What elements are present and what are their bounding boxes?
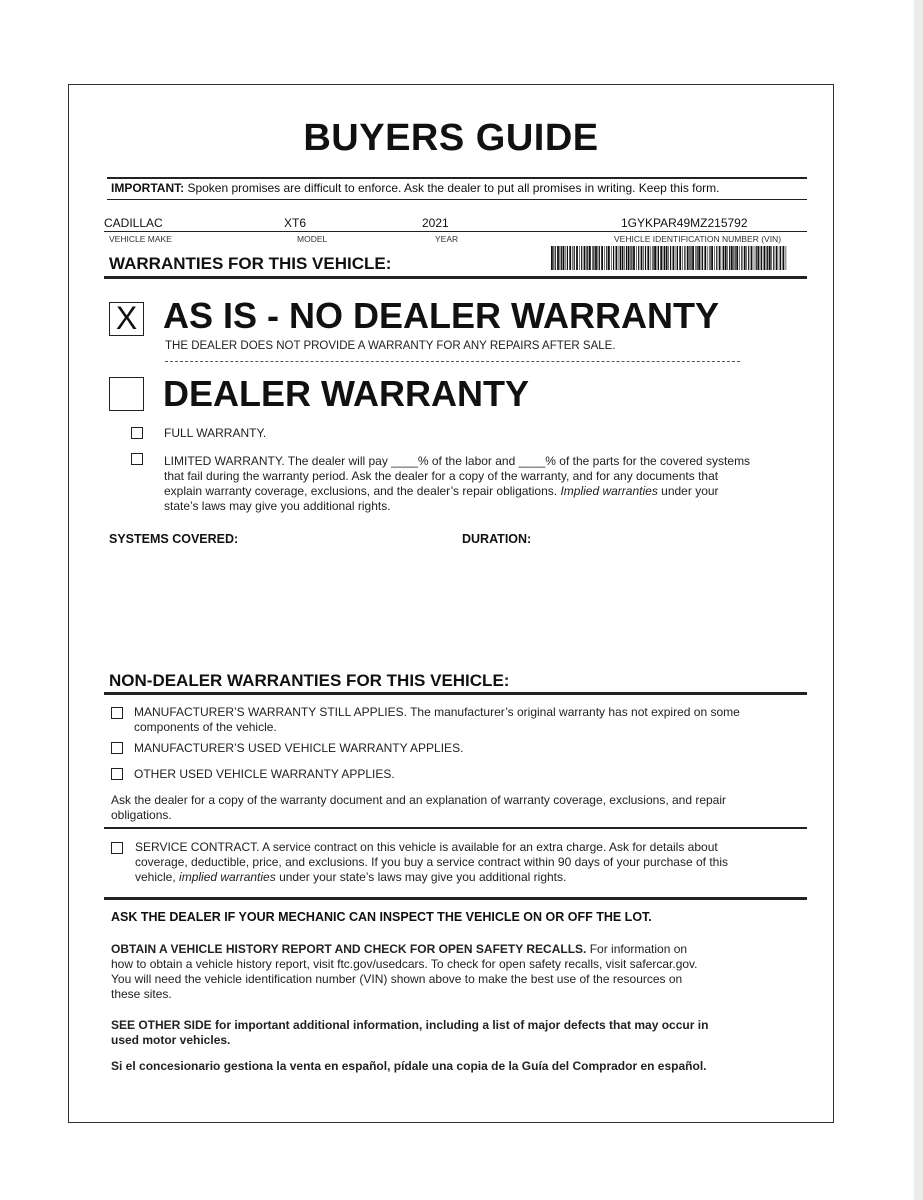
history-line (111, 942, 698, 957)
history-report-text (111, 942, 698, 1002)
barcode-bar (751, 246, 753, 270)
vehicle-make-label: VEHICLE MAKE (109, 234, 172, 244)
barcode-bar (599, 246, 600, 270)
barcode-bar (769, 246, 771, 270)
scrollbar-track[interactable] (914, 0, 923, 1200)
barcode-bar (631, 246, 632, 270)
history-bold: OBTAIN A VEHICLE HISTORY REPORT AND CHECK FOR OPEN SAFETY RECALLS. (111, 942, 587, 956)
service-contract-line (135, 870, 728, 885)
barcode-bar (754, 246, 755, 270)
as-is-subtext: THE DEALER DOES NOT PROVIDE A WARRANTY FOR ANY REPAIRS AFTER SALE. (165, 340, 616, 352)
implied-warranties-em: Implied warranties (560, 484, 658, 498)
barcode-bar (689, 246, 690, 270)
barcode-bar (641, 246, 643, 270)
barcode-bar (663, 246, 664, 270)
warranties-heading: WARRANTIES FOR THIS VEHICLE: (109, 254, 392, 273)
barcode-bar (766, 246, 767, 270)
barcode-bar (593, 246, 594, 270)
barcode-bar (757, 246, 759, 270)
barcode-bar (620, 246, 621, 270)
barcode-bar (760, 246, 761, 270)
barcode-bar (647, 246, 649, 270)
barcode-bar (676, 246, 677, 270)
barcode-bar (764, 246, 766, 270)
history-line: these sites. (111, 987, 172, 1001)
barcode-bar (613, 246, 614, 270)
service-contract-line: SERVICE CONTRACT. A service contract on this vehicle is available for an extra charge. Ask for details about (135, 840, 718, 854)
barcode-bar (557, 246, 559, 270)
barcode-bar (643, 246, 644, 270)
barcode-bar (584, 246, 586, 270)
barcode-bar (708, 246, 709, 270)
barcode-bar (682, 246, 683, 270)
mfr-warranty-line: components of the vehicle. (134, 720, 277, 734)
barcode-bar (692, 246, 694, 270)
barcode-bar (565, 246, 566, 270)
limited-warranty-line: state’s laws may give you additional rights. (164, 499, 391, 513)
barcode-bar (736, 246, 738, 270)
barcode-bar (711, 246, 713, 270)
barcode-bar (606, 246, 607, 270)
mfr-warranty-text (134, 705, 740, 735)
barcode-bar (698, 246, 700, 270)
barcode-bar (592, 246, 593, 270)
barcode-bar (651, 246, 652, 270)
buyers-guide-form (68, 84, 834, 1123)
barcode-bar (731, 246, 733, 270)
barcode-bar (652, 246, 653, 270)
vin-barcode (551, 246, 789, 270)
barcode-bar (679, 246, 681, 270)
mfr-warranty-checkbox[interactable] (111, 707, 123, 719)
service-text: vehicle, (135, 870, 180, 884)
barcode-bar (624, 246, 625, 270)
service-contract-line: coverage, deductible, price, and exclusions. If you buy a service contract within 90 days of your purchase of this (135, 855, 728, 869)
barcode-bar (598, 246, 599, 270)
divider (104, 276, 807, 279)
divider (104, 897, 807, 900)
barcode-bar (636, 246, 637, 270)
as-is-heading: AS IS - NO DEALER WARRANTY (163, 295, 720, 336)
form-title: BUYERS GUIDE (303, 117, 599, 159)
barcode-bar (553, 246, 554, 270)
barcode-bar (658, 246, 659, 270)
see-other-side-text (111, 1018, 708, 1048)
barcode-bar (576, 246, 578, 270)
barcode-bar (727, 246, 728, 270)
service-contract-checkbox[interactable] (111, 842, 123, 854)
divider (104, 827, 807, 829)
ask-dealer-text (111, 793, 726, 823)
barcode-bar (589, 246, 591, 270)
barcode-bar (555, 246, 556, 270)
other-used-warranty-checkbox[interactable] (111, 768, 123, 780)
mfr-used-warranty-label: MANUFACTURER’S USED VEHICLE WARRANTY APPLIES. (134, 741, 464, 755)
mechanic-notice: ASK THE DEALER IF YOUR MECHANIC CAN INSPECT THE VEHICLE ON OR OFF THE LOT. (111, 910, 652, 924)
barcode-bar (704, 246, 706, 270)
barcode-bar (611, 246, 612, 270)
ask-dealer-line: Ask the dealer for a copy of the warranty document and an explanation of warranty coverage, exclusions, and repair (111, 793, 727, 807)
non-dealer-heading: NON-DEALER WARRANTIES FOR THIS VEHICLE: (109, 671, 510, 690)
limited-warranty-text (164, 454, 750, 514)
limited-warranty-line: that fail during the warranty period. Ask the dealer for a copy of the warranty, and for any documents that (164, 469, 719, 483)
barcode-bar (761, 246, 762, 270)
barcode-bar (633, 246, 635, 270)
vehicle-model-value: XT6 (284, 216, 307, 230)
barcode-bar (723, 246, 724, 270)
important-text: Spoken promises are difficult to enforce. Ask the dealer to put all promises in writing. Keep this form. (187, 181, 720, 195)
barcode-bar (604, 246, 605, 270)
barcode-bar (779, 246, 780, 270)
barcode-bar (677, 246, 678, 270)
important-notice (111, 181, 720, 195)
dealer-warranty-checkbox[interactable] (109, 377, 144, 411)
limited-warranty-line: LIMITED WARRANTY. The dealer will pay ____% of the labor and ____% of the parts for the covered systems (164, 454, 751, 468)
barcode-bar (735, 246, 736, 270)
full-warranty-label: FULL WARRANTY. (164, 426, 267, 440)
barcode-bar (660, 246, 662, 270)
barcode-bar (690, 246, 691, 270)
dashed-divider (165, 361, 740, 362)
history-line: You will need the vehicle identification number (VIN) shown above to make the best use of the resources on (111, 972, 683, 986)
barcode-bar (645, 246, 646, 270)
barcode-bar (622, 246, 624, 270)
barcode-bar (773, 246, 774, 270)
barcode-bar (638, 246, 639, 270)
limited-text: under your (657, 484, 719, 498)
barcode-bar (668, 246, 669, 270)
barcode-bar (619, 246, 620, 270)
spanish-notice: Si el concesionario gestiona la venta en español, pídale una copia de la Guía del Comprador en español. (111, 1059, 707, 1073)
vehicle-model-label: MODEL (297, 234, 328, 244)
barcode-bar (748, 246, 749, 270)
history-text: For information on (586, 942, 688, 956)
barcode-bar (561, 246, 562, 270)
divider (107, 177, 807, 179)
barcode-bar (586, 246, 587, 270)
barcode-bar (786, 246, 787, 270)
barcode-bar (616, 246, 618, 270)
barcode-bar (572, 246, 573, 270)
barcode-bar (714, 246, 715, 270)
barcode-bar (581, 246, 582, 270)
limited-warranty-checkbox[interactable] (131, 453, 143, 465)
barcode-bar (739, 246, 740, 270)
barcode-bar (630, 246, 631, 270)
ask-dealer-line: obligations. (111, 808, 172, 822)
vehicle-year-label: YEAR (435, 234, 459, 244)
barcode-bar (563, 246, 565, 270)
barcode-bar (574, 246, 575, 270)
barcode-bar (657, 246, 658, 270)
systems-covered-label: SYSTEMS COVERED: (109, 532, 239, 546)
barcode-bar (670, 246, 671, 270)
barcode-bar (780, 246, 781, 270)
barcode-bar (701, 246, 702, 270)
barcode-bar (709, 246, 710, 270)
barcode-bar (746, 246, 747, 270)
barcode-bar (608, 246, 610, 270)
barcode-bar (722, 246, 723, 270)
barcode-bar (725, 246, 727, 270)
barcode-bar (551, 246, 553, 270)
vehicle-year-value: 2021 (422, 216, 449, 230)
barcode-bar (729, 246, 730, 270)
vehicle-make-value: CADILLAC (104, 216, 163, 230)
limited-warranty-line (164, 484, 750, 499)
barcode-bar (626, 246, 627, 270)
as-is-check-mark: X (115, 300, 138, 336)
important-label: IMPORTANT: (111, 181, 185, 195)
barcode-bar (733, 246, 734, 270)
dealer-warranty-heading: DEALER WARRANTY (163, 373, 529, 414)
service-contract-text (135, 840, 728, 885)
barcode-bar (567, 246, 568, 270)
divider (104, 231, 807, 232)
barcode-bar (595, 246, 597, 270)
implied-warranties-em: implied warranties (179, 870, 276, 884)
mfr-used-warranty-checkbox[interactable] (111, 742, 123, 754)
divider (104, 692, 807, 695)
service-text: under your state’s laws may give you additional rights. (275, 870, 567, 884)
barcode-bar (673, 246, 675, 270)
barcode-bar (702, 246, 703, 270)
vehicle-vin-value: 1GYKPAR49MZ215792 (621, 216, 748, 230)
history-line: how to obtain a vehicle history report, visit ftc.gov/usedcars. To check for open safety recalls, visit safercar.gov. (111, 957, 698, 971)
barcode-bar (587, 246, 588, 270)
barcode-bar (716, 246, 717, 270)
see-other-side-line: SEE OTHER SIDE for important additional information, including a list of major defects that may occur in (111, 1018, 709, 1032)
barcode-bar (776, 246, 778, 270)
barcode-bar (628, 246, 630, 270)
duration-label: DURATION: (462, 532, 532, 546)
see-other-side-line: used motor vehicles. (111, 1033, 231, 1047)
barcode-bar (666, 246, 668, 270)
barcode-bar (579, 246, 580, 270)
vehicle-vin-label: VEHICLE IDENTIFICATION NUMBER (VIN) (614, 234, 782, 244)
barcode-bar (601, 246, 603, 270)
barcode-bar (767, 246, 768, 270)
barcode-bar (771, 246, 772, 270)
full-warranty-checkbox[interactable] (131, 427, 143, 439)
barcode-bar (695, 246, 696, 270)
limited-text: explain warranty coverage, exclusions, and the dealer’s repair obligations. (164, 484, 561, 498)
barcode-bar (741, 246, 742, 270)
barcode-bar (569, 246, 571, 270)
barcode-bar (756, 246, 757, 270)
other-used-warranty-label: OTHER USED VEHICLE WARRANTY APPLIES. (134, 767, 395, 781)
barcode-bar (697, 246, 698, 270)
barcode-bar (719, 246, 721, 270)
as-is-checkbox[interactable] (109, 302, 144, 336)
barcode-bar (744, 246, 746, 270)
barcode-bar (783, 246, 785, 270)
barcode-bar (684, 246, 685, 270)
barcode-bar (664, 246, 665, 270)
mfr-warranty-line: MANUFACTURER’S WARRANTY STILL APPLIES. The manufacturer’s original warranty has not expired on some (134, 705, 740, 719)
barcode-bar (687, 246, 689, 270)
divider (107, 199, 807, 200)
barcode-bar (654, 246, 656, 270)
barcode-bar (560, 246, 561, 270)
